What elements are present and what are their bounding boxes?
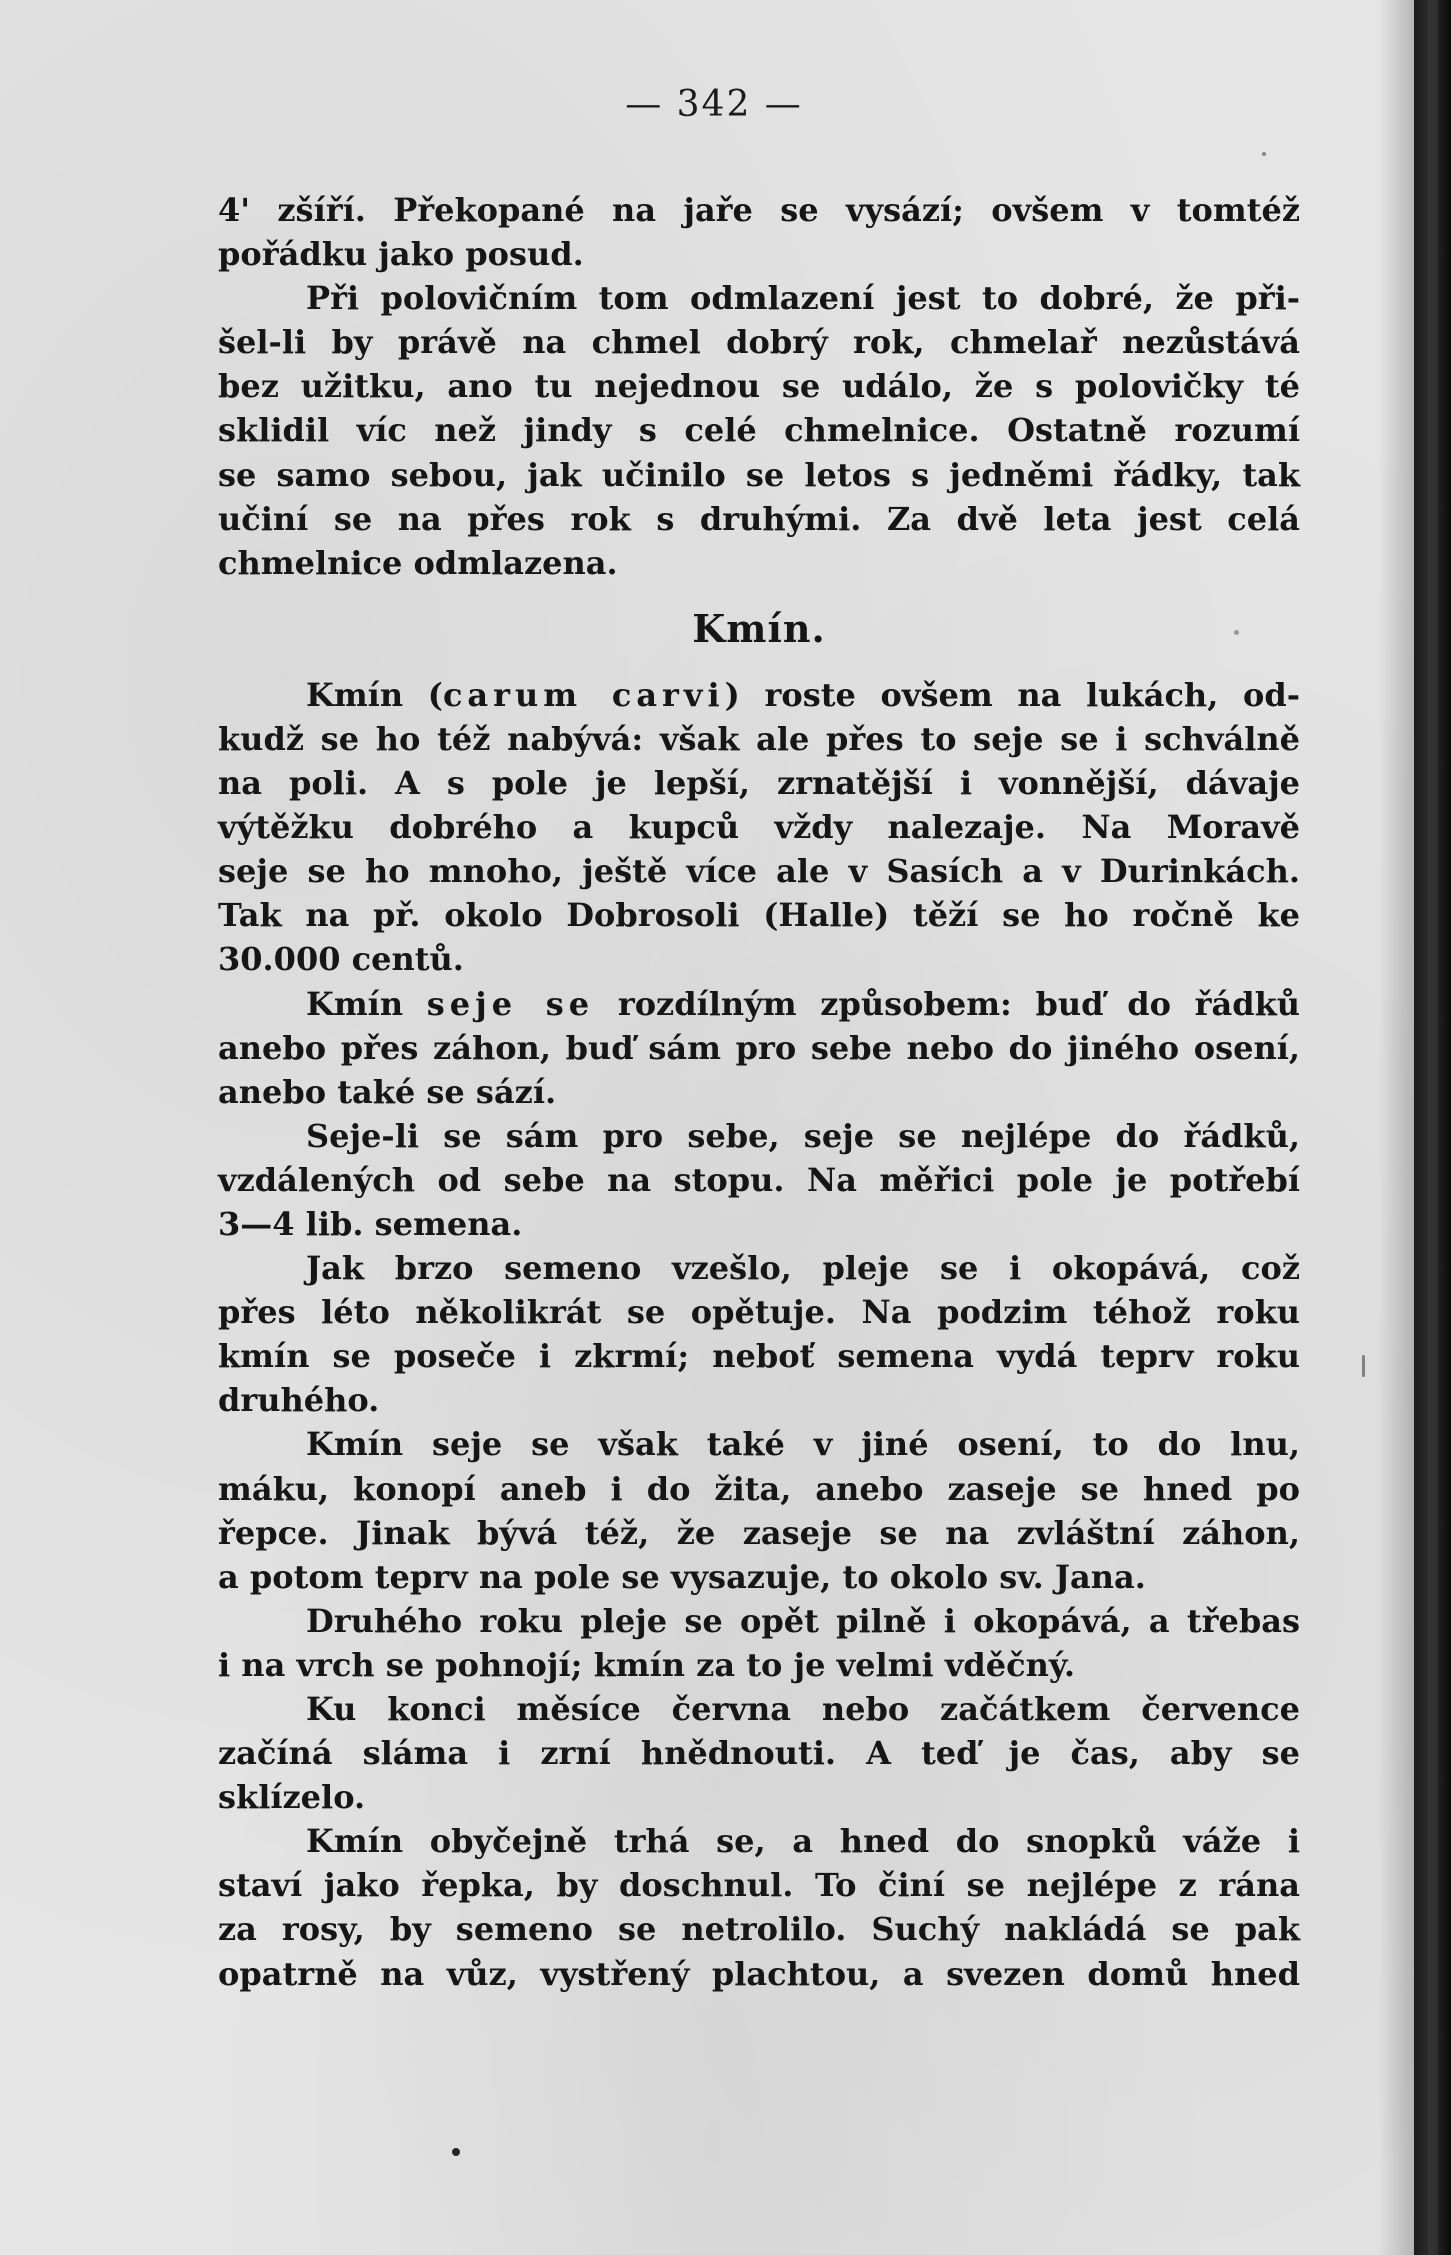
- text-line: seje se ho mnoho, ještě více ale v Sasích a v Durinkách.: [218, 852, 1300, 891]
- paragraph-harvest: [218, 1819, 1300, 1995]
- paragraph-caraway-intro: [218, 673, 1300, 982]
- text-line: 3—4 lib. semena.: [218, 1204, 523, 1243]
- text-line: 4' zšíří. Překopané na jaře se vysází; ovšem v tomtéž: [218, 191, 1300, 229]
- paragraph-second-year: [218, 1599, 1300, 1687]
- text-line: Seje-li se sám pro sebe, seje se nejlépe do řádků,: [306, 1116, 1300, 1155]
- binding-strip: [1428, 0, 1438, 2255]
- text-line: [218, 673, 1300, 717]
- page-number: — 342 —: [625, 84, 803, 125]
- text-line: vzdálených od sebe na stopu. Na měřici pole je potřebí: [218, 1160, 1300, 1199]
- text-line: máku, konopí aneb i do žita, anebo zaseje se hned po: [218, 1469, 1300, 1508]
- text-line: bez užitku, ano tu nejednou se událo, že s polovičky té: [218, 367, 1300, 406]
- text-line: [218, 982, 1300, 1026]
- paragraph-sowing-methods: [218, 982, 1300, 1114]
- text-line: anebo také se sází.: [218, 1072, 557, 1111]
- body-text: [218, 188, 1300, 1996]
- text-run: ) roste ovšem na lukách, od-: [724, 675, 1301, 714]
- text-line: pořádku jako posud.: [218, 235, 584, 274]
- text-run: Kmín: [306, 984, 427, 1023]
- book-binding: [1414, 0, 1451, 2255]
- text-run: rozdílným způsobem: buď do řádků: [594, 984, 1301, 1023]
- text-line: Tak na př. okolo Dobrosoli (Halle) těží se ho ročně ke: [218, 896, 1300, 935]
- text-line: výtěžku dobrého a kupců vždy nalezaje. Na Moravě: [218, 808, 1300, 847]
- text-line: druhého.: [218, 1381, 380, 1420]
- paragraph-weeding: [218, 1246, 1300, 1422]
- text-run: Kmín (: [306, 675, 443, 714]
- text-line: Jak brzo semeno vzešlo, pleje se i okopává, což: [306, 1249, 1300, 1288]
- paragraph-mixed-sowing: [218, 1422, 1300, 1598]
- text-line: a potom teprv na pole se vysazuje, to okolo sv. Jana.: [218, 1557, 1146, 1596]
- paragraph-ripening: [218, 1687, 1300, 1819]
- text-line: chmelnice odmlazena.: [218, 543, 618, 582]
- text-line: Kmín obyčejně trhá se, a hned do snopků váže i: [306, 1822, 1300, 1861]
- text-line: Kmín seje se však také v jiné osení, to do lnu,: [306, 1425, 1300, 1464]
- text-line: staví jako řepka, by doschnul. To činí se nejlépe z rána: [218, 1866, 1300, 1905]
- text-line: přes léto několikrát se opětuje. Na podzim téhož roku: [218, 1293, 1300, 1332]
- text-line: na poli. A s pole je lepší, zrnatější i vonnější, dávaje: [218, 764, 1300, 803]
- text-line: Při polovičním tom odmlazení jest to dobré, že při-: [306, 279, 1300, 318]
- print-speck: [1362, 1355, 1365, 1377]
- text-line: kudž se ho též nabývá: však ale přes to seje se i schválně: [218, 719, 1300, 758]
- paragraph-rejuvenation: [218, 276, 1300, 585]
- text-line: začíná sláma i zrní hnědnouti. A teď je čas, aby se: [218, 1734, 1300, 1773]
- text-line: sklidil víc než jindy s celé chmelnice. Ostatně rozumí: [218, 411, 1300, 450]
- text-line: se samo sebou, jak učinilo se letos s jedněmi řádky, tak: [218, 455, 1300, 494]
- text-line: kmín se poseče i zkrmí; neboť semena vydá teprv roku: [218, 1337, 1300, 1376]
- text-line: i na vrch se pohnojí; kmín za to je velmi vděčný.: [218, 1645, 1075, 1684]
- print-speck: [1262, 152, 1266, 156]
- paragraph-sowing-alone: [218, 1114, 1300, 1246]
- print-speck: [452, 2148, 460, 2156]
- latin-name: carum carvi: [442, 675, 725, 714]
- text-line: opatrně na vůz, vystřený plachtou, a svezen domů hned: [218, 1954, 1300, 1993]
- emphasis-text: seje se: [426, 984, 595, 1023]
- text-line: sklízelo.: [218, 1778, 366, 1817]
- paragraph-hops-end: [218, 188, 1300, 276]
- text-line: šel-li by právě na chmel dobrý rok, chmelař nezůstává: [218, 323, 1300, 362]
- section-heading: Kmín.: [692, 605, 826, 651]
- text-line: 30.000 centů.: [218, 940, 464, 979]
- text-line: Druhého roku pleje se opět pilně i okopává, a třebas: [306, 1601, 1300, 1640]
- text-line: Ku konci měsíce června nebo začátkem července: [306, 1690, 1300, 1728]
- text-line: anebo přes záhon, buď sám pro sebe nebo do jiného osení,: [218, 1028, 1300, 1067]
- text-line: za rosy, by semeno se netrolilo. Suchý nakládá se pak: [218, 1910, 1300, 1949]
- text-line: učiní se na přes rok s druhými. Za dvě leta jest celá: [218, 499, 1300, 538]
- text-line: řepce. Jinak bývá též, že zaseje se na zvláštní záhon,: [218, 1513, 1300, 1552]
